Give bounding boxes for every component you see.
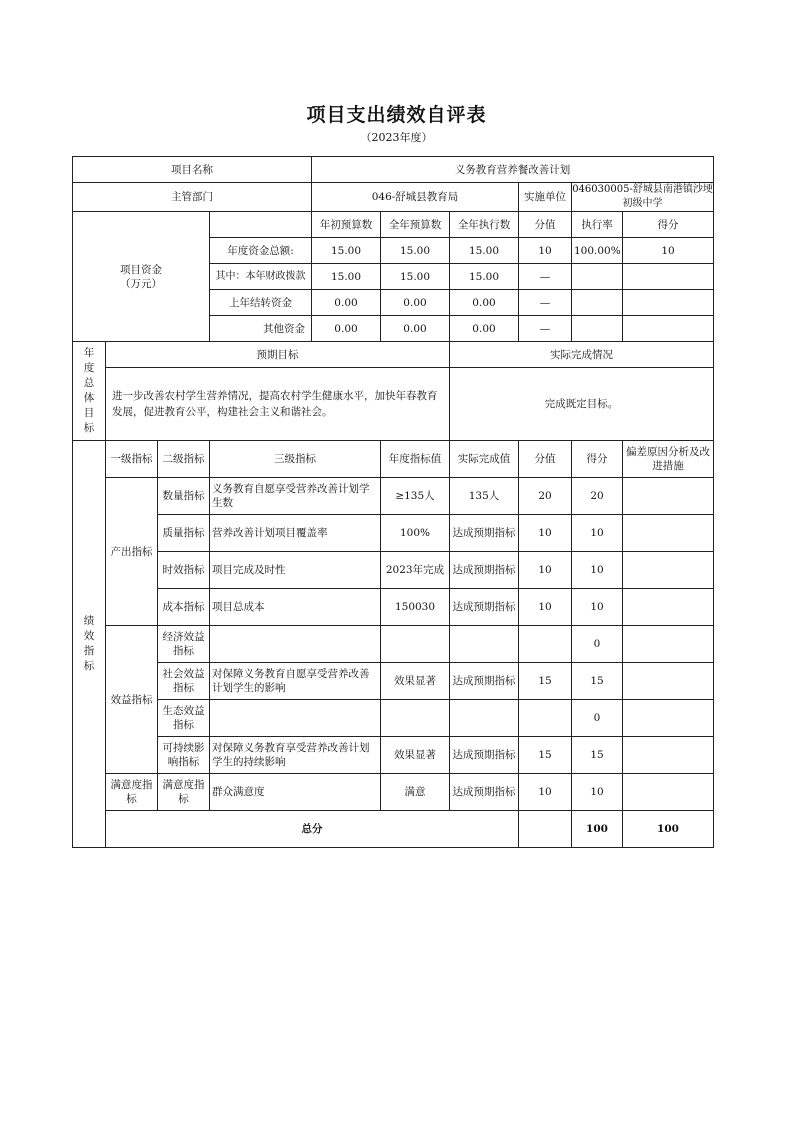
dept-row bbox=[73, 183, 714, 212]
perf-level2: 满意度指标 bbox=[158, 774, 210, 811]
goals-label bbox=[73, 342, 106, 441]
funds-cell: 0.00 bbox=[312, 290, 381, 316]
perf-level2: 经济效益指标 bbox=[158, 626, 210, 663]
perf-target: 2023年完成 bbox=[381, 552, 450, 589]
perf-note bbox=[623, 552, 714, 589]
perf-weight: 15 bbox=[519, 737, 572, 774]
perf-target: 100% bbox=[381, 515, 450, 552]
funds-label-line2: （万元） bbox=[120, 277, 162, 290]
perf-row bbox=[73, 663, 714, 700]
funds-cell: 100.00% bbox=[572, 238, 623, 264]
funds-cell: 0.00 bbox=[450, 316, 519, 342]
perf-score: 10 bbox=[572, 774, 623, 811]
perf-level1: 效益指标 bbox=[106, 626, 158, 774]
perf-weight: 20 bbox=[519, 478, 572, 515]
self-evaluation-table bbox=[72, 156, 714, 848]
perf-score: 10 bbox=[572, 515, 623, 552]
project-name-value: 义务教育营养餐改善计划 bbox=[312, 157, 714, 183]
perf-level2: 社会效益指标 bbox=[158, 663, 210, 700]
perf-level2: 质量指标 bbox=[158, 515, 210, 552]
perf-actual: 达成预期指标 bbox=[450, 774, 519, 811]
perf-row bbox=[73, 774, 714, 811]
perf-actual: 达成预期指标 bbox=[450, 552, 519, 589]
funds-header: 分值 bbox=[519, 212, 572, 238]
perf-level2: 生态效益指标 bbox=[158, 700, 210, 737]
perf-row bbox=[73, 626, 714, 663]
perf-row bbox=[73, 552, 714, 589]
funds-cell: 0.00 bbox=[381, 316, 450, 342]
funds-cell bbox=[623, 264, 714, 290]
goals-expected-header: 预期目标 bbox=[106, 342, 450, 368]
perf-level3 bbox=[210, 626, 381, 663]
funds-cell: 15.00 bbox=[450, 238, 519, 264]
perf-score: 0 bbox=[572, 626, 623, 663]
funds-cell: 15.00 bbox=[312, 238, 381, 264]
goals-label-text: 年度总体目标 bbox=[83, 347, 95, 434]
funds-cell: — bbox=[519, 264, 572, 290]
perf-weight: 10 bbox=[519, 589, 572, 626]
perf-actual bbox=[450, 626, 519, 663]
perf-level3 bbox=[210, 700, 381, 737]
perf-level2: 时效指标 bbox=[158, 552, 210, 589]
funds-header: 全年预算数 bbox=[381, 212, 450, 238]
dept-value: 046-舒城县教育局 bbox=[312, 183, 519, 212]
funds-cell bbox=[623, 316, 714, 342]
goals-header-row bbox=[73, 342, 714, 368]
funds-cell: — bbox=[519, 290, 572, 316]
perf-actual: 达成预期指标 bbox=[450, 663, 519, 700]
funds-row-label: 年度资金总额: bbox=[210, 238, 312, 264]
perf-target bbox=[381, 700, 450, 737]
perf-level3: 营养改善计划项目覆盖率 bbox=[210, 515, 381, 552]
total-score: 100 bbox=[623, 811, 714, 848]
perf-label bbox=[73, 441, 106, 848]
funds-row-label: 其中：本年财政拨款 bbox=[210, 264, 312, 290]
perf-row bbox=[73, 737, 714, 774]
goals-expected: 进一步改善农村学生营养情况，提高农村学生健康水平，加快年春教育发展，促进教育公平，构建社会主义和谐社会。 bbox=[106, 368, 450, 441]
total-label: 总分 bbox=[106, 811, 519, 848]
funds-label-line1: 项目资金 bbox=[120, 263, 162, 276]
perf-weight: 10 bbox=[519, 774, 572, 811]
perf-note bbox=[623, 663, 714, 700]
funds-cell: 15.00 bbox=[381, 264, 450, 290]
perf-header: 三级指标 bbox=[210, 441, 381, 478]
perf-level3: 对保障义务教育自愿享受营养改善计划学生的影响 bbox=[210, 663, 381, 700]
perf-note bbox=[623, 626, 714, 663]
funds-cell: 10 bbox=[623, 238, 714, 264]
funds-header: 得分 bbox=[623, 212, 714, 238]
perf-target: 150030 bbox=[381, 589, 450, 626]
perf-header: 得分 bbox=[572, 441, 623, 478]
perf-header: 二级指标 bbox=[158, 441, 210, 478]
perf-score: 10 bbox=[572, 589, 623, 626]
perf-header: 一级指标 bbox=[106, 441, 158, 478]
perf-level1: 满意度指标 bbox=[106, 774, 158, 811]
perf-target: 满意 bbox=[381, 774, 450, 811]
perf-level2: 数量指标 bbox=[158, 478, 210, 515]
funds-header: 全年执行数 bbox=[450, 212, 519, 238]
funds-cell: 0.00 bbox=[381, 290, 450, 316]
perf-level3: 项目完成及时性 bbox=[210, 552, 381, 589]
perf-weight bbox=[519, 700, 572, 737]
funds-cell bbox=[572, 290, 623, 316]
funds-cell bbox=[623, 290, 714, 316]
funds-header-row bbox=[73, 212, 714, 238]
perf-header: 分值 bbox=[519, 441, 572, 478]
perf-actual: 达成预期指标 bbox=[450, 737, 519, 774]
page-subtitle: （2023年度） bbox=[360, 131, 433, 144]
unit-value: 046030005-舒城县南港镇沙埂初级中学 bbox=[572, 183, 714, 212]
perf-label-text: 绩效指标 bbox=[83, 615, 95, 672]
perf-header: 偏差原因分析及改进措施 bbox=[623, 441, 714, 478]
goals-row bbox=[73, 368, 714, 441]
dept-label: 主管部门 bbox=[73, 183, 312, 212]
perf-note bbox=[623, 515, 714, 552]
perf-weight: 10 bbox=[519, 552, 572, 589]
perf-level3: 对保障义务教育享受营养改善计划学生的持续影响 bbox=[210, 737, 381, 774]
perf-score: 15 bbox=[572, 737, 623, 774]
perf-level3: 义务教育自愿享受营养改善计划学生数 bbox=[210, 478, 381, 515]
funds-cell: 0.00 bbox=[450, 290, 519, 316]
perf-weight: 15 bbox=[519, 663, 572, 700]
perf-note bbox=[623, 737, 714, 774]
perf-row bbox=[73, 515, 714, 552]
perf-actual: 达成预期指标 bbox=[450, 589, 519, 626]
perf-note bbox=[623, 589, 714, 626]
goals-actual-header: 实际完成情况 bbox=[450, 342, 714, 368]
perf-level3: 群众满意度 bbox=[210, 774, 381, 811]
funds-label bbox=[73, 212, 210, 342]
perf-score: 15 bbox=[572, 663, 623, 700]
perf-score: 0 bbox=[572, 700, 623, 737]
perf-weight bbox=[519, 626, 572, 663]
perf-score: 10 bbox=[572, 552, 623, 589]
perf-actual: 达成预期指标 bbox=[450, 515, 519, 552]
funds-cell bbox=[572, 264, 623, 290]
perf-row bbox=[73, 478, 714, 515]
perf-level2: 成本指标 bbox=[158, 589, 210, 626]
funds-row-label: 其他资金 bbox=[210, 316, 312, 342]
perf-target: ≥135人 bbox=[381, 478, 450, 515]
perf-weight: 10 bbox=[519, 515, 572, 552]
perf-note bbox=[623, 478, 714, 515]
perf-header: 年度指标值 bbox=[381, 441, 450, 478]
total-row bbox=[73, 811, 714, 848]
perf-row bbox=[73, 700, 714, 737]
funds-cell bbox=[572, 316, 623, 342]
perf-row bbox=[73, 589, 714, 626]
funds-cell: 0.00 bbox=[312, 316, 381, 342]
funds-cell: 15.00 bbox=[312, 264, 381, 290]
funds-header: 执行率 bbox=[572, 212, 623, 238]
page-title: 项目支出绩效自评表 bbox=[306, 104, 487, 126]
project-name-row bbox=[73, 157, 714, 183]
perf-level2: 可持续影响指标 bbox=[158, 737, 210, 774]
perf-actual: 135人 bbox=[450, 478, 519, 515]
funds-cell: 10 bbox=[519, 238, 572, 264]
perf-note bbox=[623, 700, 714, 737]
perf-note bbox=[623, 774, 714, 811]
perf-actual bbox=[450, 700, 519, 737]
funds-row-label: 上年结转资金 bbox=[210, 290, 312, 316]
funds-cell: 15.00 bbox=[450, 264, 519, 290]
funds-header-blank bbox=[210, 212, 312, 238]
perf-target: 效果显著 bbox=[381, 663, 450, 700]
total-weight: 100 bbox=[572, 811, 623, 848]
perf-header-row bbox=[73, 441, 714, 478]
funds-cell: 15.00 bbox=[381, 238, 450, 264]
perf-target bbox=[381, 626, 450, 663]
perf-score: 20 bbox=[572, 478, 623, 515]
total-blank bbox=[519, 811, 572, 848]
perf-target: 效果显著 bbox=[381, 737, 450, 774]
perf-level1: 产出指标 bbox=[106, 478, 158, 626]
funds-cell: — bbox=[519, 316, 572, 342]
goals-actual: 完成既定目标。 bbox=[450, 368, 714, 441]
project-name-label: 项目名称 bbox=[73, 157, 312, 183]
perf-level3: 项目总成本 bbox=[210, 589, 381, 626]
funds-header: 年初预算数 bbox=[312, 212, 381, 238]
perf-header: 实际完成值 bbox=[450, 441, 519, 478]
unit-label: 实施单位 bbox=[519, 183, 572, 212]
